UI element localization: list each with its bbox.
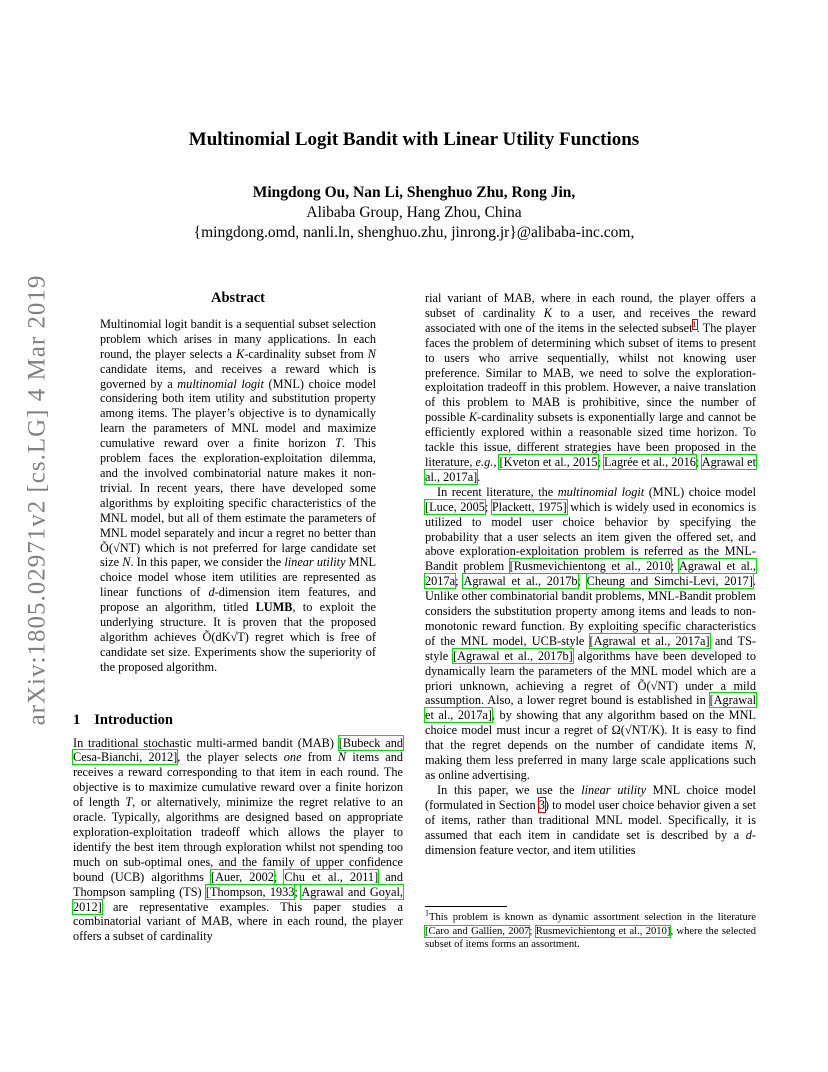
citation-link[interactable]: [Agrawal et al., 2017a]: [589, 633, 710, 648]
citation-link[interactable]: Rusmevichientong et al., 2010]: [535, 925, 671, 937]
abstract-span: -cardinality subset from: [244, 346, 368, 361]
math-k: K: [543, 305, 552, 320]
math-t: T: [335, 436, 343, 451]
emphasis: linear utility: [284, 555, 346, 570]
citation-link[interactable]: [Luce, 2005: [425, 499, 485, 514]
text-span: This problem is known as dynamic assortment selection in the literature: [429, 912, 756, 923]
text-span: . The player faces the problem of determining which subset of items to present to users who arrive sequentially, whilst not knowing user preference. Similar to MAB, we need to solve the exploration-exploitation tradeoff in this problem. However, a naive translation of this problem to MAB is prohibitive, since the number of possible: [425, 320, 757, 425]
abstract-span: -dimension item features, and propose an algorithm, titled: [100, 585, 376, 615]
section-heading: [73, 713, 403, 728]
math-t: T: [125, 795, 133, 810]
left-column: [73, 291, 403, 944]
text-span: are representative examples. This paper studies a combinatorial variant of MAB, where in each round, the player offers a subset of cardinality: [73, 899, 403, 944]
abstract-heading: Abstract: [211, 290, 265, 306]
abstract-text: [100, 317, 376, 675]
abstract-span: , to exploit the underlying structure. It is proven that the proposed algorithm achieves: [100, 600, 376, 644]
math-n: N: [367, 346, 376, 361]
math-lower-bound: Ω(√NT/K): [611, 723, 665, 738]
author-block: [0, 183, 828, 243]
citation-link[interactable]: [Caro and Gallien, 2007: [425, 925, 530, 937]
intro-paragraph-3: [425, 783, 756, 858]
math-n: N: [744, 738, 753, 753]
text-span: ;: [577, 574, 587, 589]
right-column: [425, 291, 756, 857]
footnote-marker[interactable]: 1: [692, 319, 697, 329]
citation-link[interactable]: Agrawal and Goyal, 2012]: [73, 884, 403, 914]
text-span: ;: [597, 454, 604, 469]
footnote-text: [425, 908, 757, 952]
footnote-rule: [425, 906, 507, 907]
abstract-span: candidate items, and receives a reward which is governed by a: [100, 361, 376, 391]
text-span: and TS-style: [425, 633, 756, 663]
math-regret-bound: Õ(dK√T): [202, 629, 249, 644]
arxiv-sidebar-stamp: [14, 274, 60, 726]
intro-paragraph-2: [425, 485, 756, 783]
paper-title: Multinomial Logit Bandit with Linear Utility Functions: [188, 129, 640, 150]
text-span: rial variant of MAB, where in each round, the player offers a subset of cardinality: [425, 291, 756, 320]
text-span: In this paper, we use the: [437, 782, 582, 797]
text-span: ;: [273, 869, 285, 884]
math-regret-bound: Õ(√NT): [637, 678, 678, 693]
citation-link[interactable]: Agrawal et al., 2017b: [463, 574, 578, 589]
text-span: , making them less preferred in many large scale applications such as online advertising.: [425, 738, 756, 782]
math-regret-bound: Õ(√NT): [100, 540, 141, 555]
math-d: d: [745, 827, 752, 842]
abstract-span: which is not preferred for large candidate set size: [100, 540, 376, 570]
text-span: to a user, and receives the reward associated with one of the items in the selected subset: [425, 305, 756, 335]
arxiv-identifier: arXiv:1805.02971v2 [cs.LG] 4 Mar 2019: [23, 274, 51, 726]
citation-link[interactable]: [Auer, 2002: [210, 869, 274, 884]
text-span: ) to model user choice behavior given a set of items, rather than traditional MNL model. Specifically, it is assumed that each item in candidate set is described by a: [425, 797, 756, 842]
text-span: In traditional stochastic multi-armed bandit (MAB): [73, 735, 339, 750]
text-span: ;: [670, 559, 679, 574]
footnote-number: 1: [425, 908, 429, 918]
algorithm-name: LUMB: [255, 600, 293, 615]
citation-link[interactable]: Lagrée et al., 2016: [604, 454, 696, 469]
abstract-span: . In this paper, we consider the: [130, 555, 285, 570]
intro-paragraph-1: [73, 736, 403, 945]
text-span: from: [301, 750, 338, 765]
text-span: ;: [294, 884, 302, 899]
citation-link[interactable]: Agrawal et al., 2017a]: [425, 454, 756, 484]
citation-link[interactable]: Agrawal et al., 2017a: [425, 559, 756, 589]
footnote: [425, 906, 756, 952]
abstract-span: regret which is free of candidate set size. Experiments show the superiority of the proposed algorithm.: [100, 629, 376, 674]
text-span: ;: [695, 454, 702, 469]
math-d: d: [208, 585, 215, 600]
intro-paragraph-1-cont: [425, 291, 756, 485]
emphasis: multinomial logit: [557, 484, 645, 499]
text-span: . It is easy to find that the regret depends on the number of candidate items: [425, 723, 756, 753]
citation-link[interactable]: [Thompson, 1933: [205, 884, 295, 899]
emphasis: e.g.: [475, 454, 494, 469]
citation-link[interactable]: Plackett, 1975]: [491, 499, 567, 514]
citation-link[interactable]: Cheung and Simchi-Levi, 2017]: [586, 574, 753, 589]
text-span: under a mild assumption. Also, a lower regret bound is established in: [425, 678, 756, 708]
text-span: , or alternatively, minimize the regret relative to an oracle. Typically, algorithms are designed based on appropriate exploration-exploitation tradeoff which allows the player to identify the best item through exploration whilst not spending too much on sub-optimal ones, and the family of upper confidence bound (UCB) algorithms: [73, 795, 403, 884]
math-k: K: [236, 346, 245, 361]
text-span: -dimension feature vector, and item utilities: [425, 827, 756, 857]
text-span: . Unlike other combinatorial bandit problems, MNL-Bandit problem considers the substitution property among items and leads to non-monotonic reward function. By exploiting specific characteristics of the MNL model, UCB-style: [425, 574, 756, 648]
section-number: 1: [73, 711, 81, 728]
abstract-span: MNL choice model whose item utilities are represented as linear functions of: [100, 555, 377, 600]
citation-link[interactable]: Chu et al., 2011]: [284, 869, 379, 884]
citation-link[interactable]: [Rusmevichientong et al., 2010: [509, 559, 671, 574]
citation-link[interactable]: [Bubeck and Cesa-Bianchi, 2012]: [73, 735, 403, 765]
citation-link[interactable]: [Agrawal et al., 2017a]: [425, 693, 756, 723]
math-n: N: [337, 750, 347, 765]
text-span: which is widely used in economics is utilized to model user choice behavior by specifying the probability that a user selects an item given the offered set, and above exploration-exploitation problem is referred as the MNL-Bandit problem: [425, 499, 757, 574]
text-span: , the player selects: [177, 750, 284, 765]
text-span: In recent literature, the: [437, 484, 558, 499]
section-reference-link[interactable]: 3: [538, 797, 545, 812]
abstract-span: Multinomial logit bandit is a sequential subset selection problem which arises in many applications. In each round, the player selects a: [100, 316, 376, 361]
text-span: ,: [493, 454, 500, 469]
text-span: .: [477, 469, 481, 484]
citation-link[interactable]: [Agrawal et al., 2017b]: [453, 648, 573, 663]
emphasis: linear utility: [581, 782, 647, 797]
author-names: Mingdong Ou, Nan Li, Shenghuo Zhu, Rong Jin,: [252, 184, 576, 201]
text-span: items and receives a reward corresponding to that item in each round. The objective is to maximize cumulative reward over a finite horizon of length: [73, 750, 403, 810]
abstract-span: (MNL) choice model considering both item utility and substitution property among items. The player’s objective is to dynamically learn the parameters of MNL model and maximize cumulative reward over a finite horizon: [100, 376, 376, 451]
text-span: MNL choice model (formulated in Section: [425, 782, 756, 812]
text-span: algorithms have been developed to dynamically learn the parameters of the MNL model which are a priori unknown, achieving a regret of: [425, 648, 756, 693]
text-span: -cardinality subsets is exponentially large and cannot be efficiently explored within a reasonable sized time horizon. To tackle this issue, different strategies have been proposed in the literature,: [425, 410, 756, 469]
text-span: (MNL) choice model: [644, 484, 757, 499]
affiliation: Alibaba Group, Hang Zhou, China: [306, 204, 522, 221]
author-emails: {mingdong.omd, nanli.ln, shenghuo.zhu, jinrong.jr}@alibaba-inc.com,: [193, 224, 635, 241]
emphasis: multinomial logit: [177, 376, 264, 391]
section-title: Introduction: [94, 711, 173, 728]
abstract-span: . This problem faces the exploration-exploitation dilemma, and the involved combinatorial nature makes it non-trivial. In recent years, there have developed some algorithms by exploiting specific characteristics of the MNL model, but all of them estimate the parameters of MNL model separately and incur a regret no better than: [100, 436, 376, 540]
text-span: ;: [484, 499, 492, 514]
math-n: N: [122, 555, 131, 570]
emphasis: one: [283, 750, 302, 765]
text-span: ;: [529, 925, 536, 937]
text-span: and Thompson sampling (TS): [73, 869, 403, 899]
text-span: , where the selected subset of items forms an assortment.: [425, 925, 757, 950]
math-k: K: [468, 410, 478, 425]
citation-link[interactable]: [Kveton et al., 2015: [499, 454, 598, 469]
text-span: , by showing that any algorithm based on the MNL choice model must incur a regret of: [425, 708, 756, 738]
text-span: ;: [455, 574, 464, 589]
